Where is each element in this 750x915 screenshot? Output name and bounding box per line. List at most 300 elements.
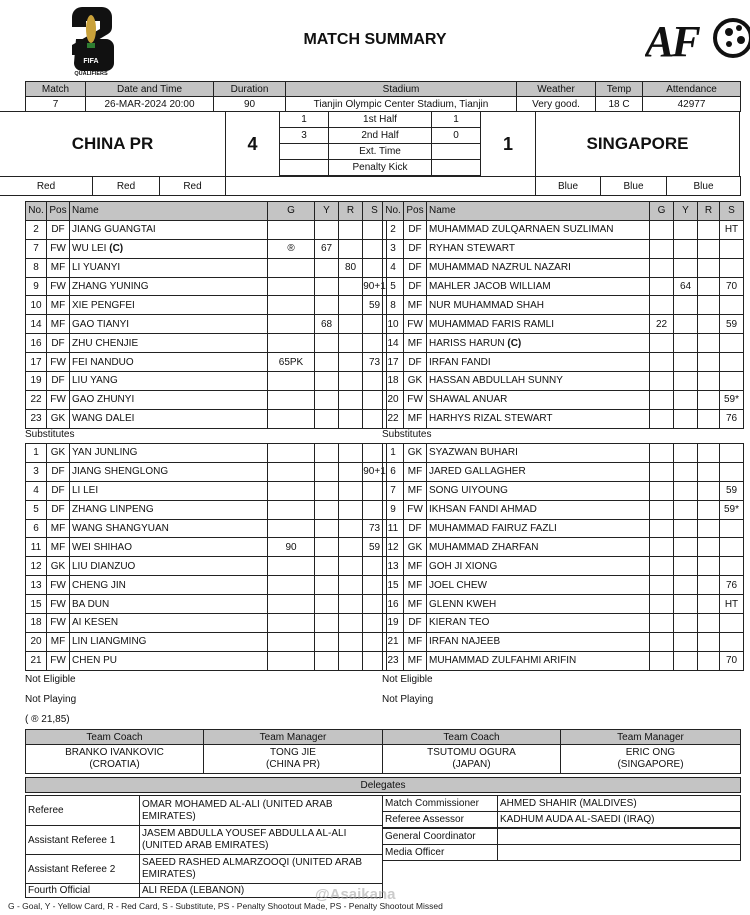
red-card — [698, 296, 720, 315]
col-header-g: G — [268, 202, 315, 221]
player-name-cell — [70, 538, 268, 557]
player-name: IKHSAN FANDI AHMAD — [429, 504, 537, 516]
player-row — [383, 296, 744, 315]
player-row — [383, 258, 744, 277]
date-time-header: Date and Time — [85, 81, 214, 97]
own-goal-note: ( ® 21,85) — [25, 714, 70, 725]
delegate-role: Media Officer — [382, 844, 498, 861]
player-number: 5 — [383, 277, 404, 296]
substitution: 90+1 — [363, 277, 387, 296]
roster-header-row — [26, 202, 387, 221]
player-name: LI LEI — [72, 485, 99, 497]
player-position: MF — [404, 557, 427, 576]
player-position: DF — [47, 334, 70, 353]
red-card — [339, 409, 363, 428]
away-kit-color: Blue — [600, 176, 667, 196]
away-not-playing: Not Playing — [382, 694, 434, 705]
red-card — [339, 277, 363, 296]
player-position: FW — [47, 651, 70, 670]
player-row — [383, 500, 744, 519]
player-row — [383, 557, 744, 576]
player-name: WEI SHIHAO — [72, 541, 133, 553]
player-number: 21 — [383, 632, 404, 651]
player-row — [383, 409, 744, 428]
player-number: 9 — [383, 500, 404, 519]
substitution — [720, 632, 744, 651]
player-position: FW — [47, 576, 70, 595]
player-name: SYAZWAN BUHARI — [429, 447, 518, 459]
player-position: DF — [404, 239, 427, 258]
goals — [650, 390, 674, 409]
player-number: 11 — [383, 519, 404, 538]
goals — [650, 519, 674, 538]
period-label: 2nd Half — [328, 127, 432, 144]
svg-text:FIFA: FIFA — [83, 58, 99, 65]
player-name: YAN JUNLING — [72, 447, 138, 459]
player-row — [26, 390, 387, 409]
yellow-card — [315, 444, 339, 463]
player-row — [26, 220, 387, 239]
player-row — [26, 595, 387, 614]
duration-value: 90 — [213, 96, 286, 112]
player-name: RYHAN STEWART — [429, 243, 515, 255]
goals — [650, 334, 674, 353]
red-card — [339, 353, 363, 372]
home-substitutes-table — [25, 443, 387, 671]
home-kit-color: Red — [159, 176, 226, 196]
red-card — [698, 538, 720, 557]
red-card — [698, 372, 720, 391]
yellow-card — [315, 500, 339, 519]
player-row — [26, 277, 387, 296]
player-position: FW — [404, 500, 427, 519]
player-name: GAO TIANYI — [72, 318, 130, 330]
player-position: FW — [47, 614, 70, 633]
player-name-cell — [70, 239, 268, 258]
away-substitutes-table — [382, 443, 744, 671]
red-card — [698, 220, 720, 239]
player-number: 14 — [26, 315, 47, 334]
yellow-card — [674, 500, 698, 519]
player-row — [383, 481, 744, 500]
yellow-card — [315, 353, 339, 372]
away-coach-name: TSUTOMU OGURA — [427, 747, 516, 758]
player-name-cell — [427, 334, 650, 353]
home-coach-header: Team Coach — [25, 729, 204, 745]
player-name: MUHAMMAD ZHARFAN — [429, 541, 539, 553]
watermark: @Asaikana — [315, 886, 396, 903]
player-position: DF — [404, 277, 427, 296]
player-name-cell — [427, 444, 650, 463]
yellow-card — [674, 239, 698, 258]
player-number: 12 — [383, 538, 404, 557]
player-number: 12 — [26, 557, 47, 576]
player-position: GK — [47, 444, 70, 463]
player-name: LIU YANG — [72, 375, 118, 387]
player-row — [383, 239, 744, 258]
player-position: GK — [404, 538, 427, 557]
away-substitutes-label: Substitutes — [382, 429, 432, 440]
player-name-cell — [70, 334, 268, 353]
player-name-cell — [70, 481, 268, 500]
player-number: 3 — [26, 462, 47, 481]
player-number: 16 — [383, 595, 404, 614]
player-number: 20 — [26, 632, 47, 651]
player-position: MF — [404, 296, 427, 315]
player-position: MF — [404, 481, 427, 500]
yellow-card — [674, 614, 698, 633]
kit-spacer — [225, 176, 536, 196]
home-not-playing: Not Playing — [25, 694, 77, 705]
player-position: DF — [47, 500, 70, 519]
player-name-cell — [70, 595, 268, 614]
goals — [268, 258, 315, 277]
captain-badge: (C) — [109, 243, 124, 255]
player-number: 22 — [383, 409, 404, 428]
substitution: 59* — [720, 500, 744, 519]
red-card — [339, 538, 363, 557]
player-name-cell — [70, 372, 268, 391]
yellow-card — [315, 296, 339, 315]
red-card — [339, 239, 363, 258]
col-header-name: Name — [427, 202, 650, 221]
match-value: 7 — [25, 96, 86, 112]
player-name-cell — [427, 462, 650, 481]
delegate-role: Match Commissioner — [382, 795, 498, 812]
player-row — [26, 372, 387, 391]
player-number: 2 — [26, 220, 47, 239]
player-number: 8 — [26, 258, 47, 277]
yellow-card — [315, 538, 339, 557]
red-card — [698, 462, 720, 481]
player-number: 21 — [26, 651, 47, 670]
yellow-card — [674, 258, 698, 277]
period-label: Ext. Time — [328, 143, 432, 160]
goals: ® — [268, 239, 315, 258]
player-name-cell — [427, 651, 650, 670]
player-name: IRFAN NAJEEB — [429, 636, 501, 648]
player-name-cell — [70, 614, 268, 633]
home-kit-color: Red — [0, 176, 93, 196]
red-card — [339, 519, 363, 538]
home-manager-header: Team Manager — [203, 729, 383, 745]
red-card — [698, 500, 720, 519]
red-card — [339, 462, 363, 481]
yellow-card: 67 — [315, 239, 339, 258]
away-coach-country: (JAPAN) — [452, 759, 491, 770]
player-number: 7 — [383, 481, 404, 500]
player-name: WANG SHANGYUAN — [72, 523, 169, 534]
substitution: 73 — [363, 353, 387, 372]
duration-header: Duration — [213, 81, 286, 97]
substitution — [720, 614, 744, 633]
away-kit-color: Blue — [666, 176, 741, 196]
player-name-cell — [427, 258, 650, 277]
goals — [268, 481, 315, 500]
delegate-name-line2: (UNITED ARAB EMIRATES) — [142, 840, 269, 851]
player-position: FW — [47, 277, 70, 296]
substitution — [720, 557, 744, 576]
player-name-cell — [427, 296, 650, 315]
delegate-role: Referee — [25, 795, 140, 826]
yellow-card — [315, 390, 339, 409]
yellow-card — [674, 444, 698, 463]
captain-badge: (C) — [507, 337, 522, 349]
home-substitutes-label: Substitutes — [25, 429, 75, 440]
player-row — [26, 239, 387, 258]
goals — [268, 595, 315, 614]
delegate-role: Assistant Referee 2 — [25, 854, 140, 884]
substitution: 59* — [720, 390, 744, 409]
yellow-card — [315, 614, 339, 633]
player-name-cell — [70, 500, 268, 519]
red-card — [698, 334, 720, 353]
delegate-name-line1: OMAR MOHAMED AL-ALI (UNITED ARAB — [142, 798, 333, 810]
home-team-name: CHINA PR — [0, 111, 226, 177]
away-manager-name: ERIC ONG — [625, 747, 676, 758]
goals: 22 — [650, 315, 674, 334]
substitution — [720, 239, 744, 258]
col-header-r: R — [339, 202, 363, 221]
delegate-role: Assistant Referee 1 — [25, 825, 140, 855]
substitution — [720, 258, 744, 277]
yellow-card — [674, 538, 698, 557]
player-row — [26, 651, 387, 670]
player-name-cell — [427, 409, 650, 428]
red-card — [339, 444, 363, 463]
yellow-card — [315, 258, 339, 277]
player-name: MAHLER JACOB WILLIAM — [429, 281, 551, 292]
yellow-card — [674, 315, 698, 334]
player-row — [383, 315, 744, 334]
delegate-name-cell — [139, 854, 383, 884]
col-header-pos: Pos — [47, 202, 70, 221]
yellow-card — [315, 576, 339, 595]
player-number: 15 — [383, 576, 404, 595]
player-name-cell — [427, 576, 650, 595]
substitution — [720, 444, 744, 463]
yellow-card — [315, 220, 339, 239]
substitution — [720, 353, 744, 372]
goals — [650, 576, 674, 595]
home-manager-country: (CHINA PR) — [266, 759, 320, 770]
player-row — [26, 632, 387, 651]
delegate-name — [497, 828, 741, 845]
afc-logo — [645, 14, 750, 62]
away-total-score: 1 — [480, 111, 536, 177]
red-card — [698, 444, 720, 463]
player-number: 13 — [383, 557, 404, 576]
player-number: 23 — [26, 409, 47, 428]
goals — [268, 334, 315, 353]
away-period-score — [431, 143, 481, 160]
player-name: LI YUANYI — [72, 262, 121, 274]
yellow-card — [315, 409, 339, 428]
substitution: 59 — [363, 296, 387, 315]
player-row — [383, 277, 744, 296]
player-position: DF — [404, 220, 427, 239]
player-name-cell — [70, 651, 268, 670]
player-row — [26, 519, 387, 538]
goals — [650, 444, 674, 463]
goals — [650, 353, 674, 372]
red-card — [698, 651, 720, 670]
roster-header-row — [383, 202, 744, 221]
player-name: AI KESEN — [72, 617, 119, 629]
player-position: DF — [404, 519, 427, 538]
substitution: 76 — [720, 576, 744, 595]
player-position: MF — [404, 409, 427, 428]
player-name: HARISS HARUN — [429, 337, 508, 349]
goals — [650, 538, 674, 557]
goals — [650, 595, 674, 614]
yellow-card — [674, 462, 698, 481]
goals — [650, 239, 674, 258]
home-coach-cell — [25, 744, 204, 774]
player-row — [383, 334, 744, 353]
player-position: MF — [47, 632, 70, 651]
player-row — [383, 462, 744, 481]
yellow-card — [674, 557, 698, 576]
player-number: 10 — [383, 315, 404, 334]
yellow-card: 68 — [315, 315, 339, 334]
player-row — [26, 353, 387, 372]
home-kit-color: Red — [92, 176, 160, 196]
substitution: 70 — [720, 277, 744, 296]
red-card — [698, 595, 720, 614]
red-card — [339, 372, 363, 391]
yellow-card — [315, 481, 339, 500]
goals — [268, 277, 315, 296]
goals — [650, 651, 674, 670]
red-card — [339, 220, 363, 239]
goals — [650, 220, 674, 239]
yellow-card — [674, 481, 698, 500]
player-name: JARED GALLAGHER — [429, 466, 526, 478]
player-number: 8 — [383, 296, 404, 315]
goals — [650, 557, 674, 576]
player-name-cell — [70, 220, 268, 239]
goals — [268, 576, 315, 595]
col-header-s: S — [363, 202, 387, 221]
goals — [268, 372, 315, 391]
delegate-name-cell — [139, 825, 383, 855]
player-name: XIE PENGFEI — [72, 299, 135, 311]
delegate-role: General Coordinator — [382, 828, 498, 845]
player-name: SHAWAL ANUAR — [429, 394, 508, 406]
yellow-card — [315, 277, 339, 296]
player-number: 10 — [26, 296, 47, 315]
player-position: FW — [47, 390, 70, 409]
delegate-name: AHMED SHAHIR (MALDIVES) — [497, 795, 741, 812]
red-card — [339, 315, 363, 334]
player-row — [26, 296, 387, 315]
player-name: WU LEI — [72, 243, 110, 255]
player-position: MF — [404, 595, 427, 614]
player-position: FW — [47, 595, 70, 614]
goals — [650, 372, 674, 391]
yellow-card — [674, 334, 698, 353]
substitution: 59 — [720, 315, 744, 334]
player-number: 4 — [383, 258, 404, 277]
yellow-card — [674, 576, 698, 595]
red-card — [339, 614, 363, 633]
red-card — [698, 614, 720, 633]
player-name-cell — [70, 557, 268, 576]
player-name: ZHANG LINPENG — [72, 504, 154, 516]
player-name-cell — [427, 557, 650, 576]
player-name: MUHAMMAD FARIS RAMLI — [429, 318, 555, 330]
yellow-card — [674, 651, 698, 670]
substitution — [720, 296, 744, 315]
red-card — [339, 557, 363, 576]
delegate-name-cell — [139, 795, 383, 826]
goals — [268, 557, 315, 576]
away-kit-color: Blue — [535, 176, 601, 196]
player-number: 1 — [26, 444, 47, 463]
red-card — [698, 409, 720, 428]
goals — [268, 519, 315, 538]
away-period-score: 0 — [431, 127, 481, 144]
goals — [268, 500, 315, 519]
yellow-card — [674, 220, 698, 239]
away-coach-cell — [382, 744, 561, 774]
away-manager-cell — [560, 744, 741, 774]
yellow-card — [315, 519, 339, 538]
col-header-pos: Pos — [404, 202, 427, 221]
goals — [268, 614, 315, 633]
player-position: MF — [47, 315, 70, 334]
player-name-cell — [70, 632, 268, 651]
home-period-score: 3 — [279, 127, 329, 144]
substitution — [720, 519, 744, 538]
goals — [650, 462, 674, 481]
player-row — [26, 557, 387, 576]
player-name-cell — [427, 277, 650, 296]
player-position: MF — [47, 258, 70, 277]
player-row — [26, 334, 387, 353]
yellow-card — [315, 334, 339, 353]
stadium-value: Tianjin Olympic Center Stadium, Tianjin — [285, 96, 517, 112]
goals — [268, 651, 315, 670]
home-starters-table — [25, 201, 387, 429]
away-starters-table — [382, 201, 744, 429]
yellow-card — [674, 409, 698, 428]
player-position: MF — [404, 632, 427, 651]
yellow-card — [315, 462, 339, 481]
player-row — [26, 500, 387, 519]
goals: 90 — [268, 538, 315, 557]
player-position: GK — [404, 372, 427, 391]
stadium-header: Stadium — [285, 81, 517, 97]
substitution — [720, 372, 744, 391]
player-row — [26, 614, 387, 633]
player-row — [383, 576, 744, 595]
goals — [268, 220, 315, 239]
col-header-no: No. — [26, 202, 47, 221]
player-row — [383, 651, 744, 670]
red-card — [339, 500, 363, 519]
player-row — [26, 538, 387, 557]
player-name-cell — [427, 614, 650, 633]
player-name-cell — [70, 409, 268, 428]
player-name: ZHANG YUNING — [72, 281, 149, 292]
player-position: DF — [47, 220, 70, 239]
goals — [650, 296, 674, 315]
away-not-eligible: Not Eligible — [382, 674, 433, 685]
col-header-r: R — [698, 202, 720, 221]
yellow-card — [674, 632, 698, 651]
